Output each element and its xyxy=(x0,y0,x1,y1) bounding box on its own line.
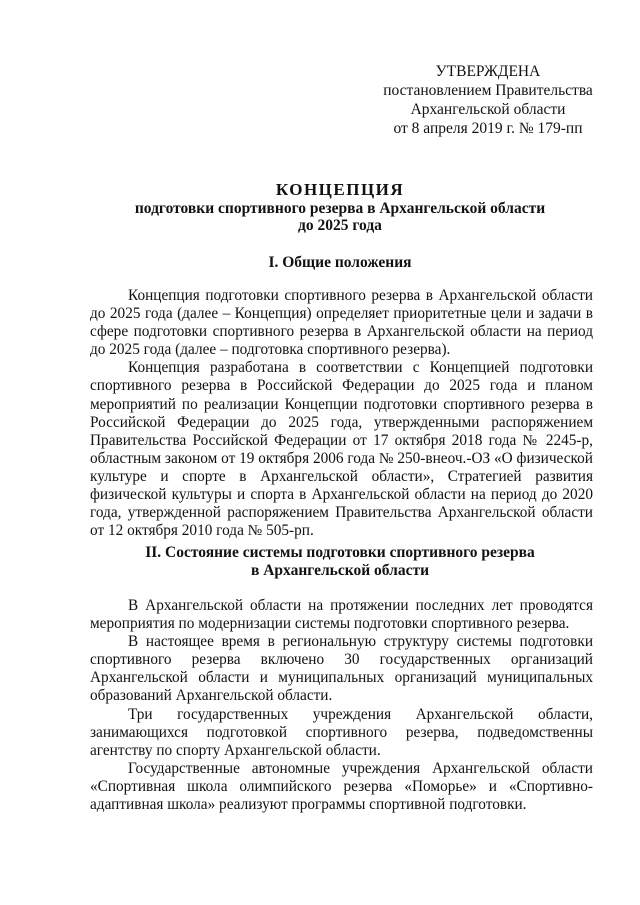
paragraph: В Архангельской области на протяжении последних лет проводятся мероприятия по модернизации системы подготовки спортивного резерва. xyxy=(90,597,593,633)
section-2-heading-line-1: II. Состояние системы подготовки спортивного резерва xyxy=(145,544,535,561)
section-1-heading: I. Общие положения xyxy=(268,254,412,271)
title-main: КОНЦЕПЦИЯ xyxy=(275,180,405,199)
approval-stamp xyxy=(372,62,604,138)
paragraph: Концепция подготовки спортивного резерва в Архангельской области до 2025 года (далее – Концепция) определяет приоритетные цели и задачи в сфере подготовки спортивного резерва в Архангельской области на период до 2025 года (далее – подготовка спортивного резерва). xyxy=(90,287,593,359)
paragraph: Три государственных учреждения Архангельской области, занимающихся подготовкой спортивного резерва, подведомственны агентству по спорту Архангельской области. xyxy=(90,705,593,759)
document-title xyxy=(90,180,590,234)
approval-line-date-number: от 8 апреля 2019 г. № 179-пп xyxy=(393,120,583,137)
title-term: до 2025 года xyxy=(298,217,382,234)
section-2-heading xyxy=(90,544,590,580)
approval-line-region: Архангельской области xyxy=(410,101,566,118)
section-2-body xyxy=(90,597,593,814)
title-subject: подготовки спортивного резерва в Архангельской области xyxy=(134,200,546,217)
approval-line-resolution: постановлением Правительства xyxy=(383,82,593,99)
paragraph: Государственные автономные учреждения Архангельской области «Спортивная школа олимпийского резерва «Поморье» и «Спортивно-адаптивная школа» реализуют программы спортивной подготовки. xyxy=(90,759,593,814)
section-1-body xyxy=(90,287,593,540)
paragraph: В настоящее время в региональную структуру системы подготовки спортивного резерва включено 30 государственных организаций Архангельской области и муниципальных организаций муниципальных образований Архангельской области. xyxy=(90,633,593,705)
approval-line-approved: УТВЕРЖДЕНА xyxy=(435,63,541,80)
paragraph: Концепция разработана в соответствии с Концепцией подготовки спортивного резерва в Российской Федерации до 2025 года и планом мероприятий по реализации Концепции подготовки спортивного резерва в Российской Федерации до 2025 года, утвержденными распоряжением Правительства Российской Федерации от 17 октября 2018 года № 2245-р, областным законом от 19 октября 2006 года № 250-внеоч.-ОЗ «О физической культуре и спорте в Архангельской области», Стратегией развития физической культуры и спорта в Архангельской области на период до 2020 года, утвержденной распоряжением Правительства Архангельской области от 12 октября 2010 года № 505-рп. xyxy=(90,359,593,540)
section-2-heading-line-2: в Архангельской области xyxy=(250,562,430,579)
